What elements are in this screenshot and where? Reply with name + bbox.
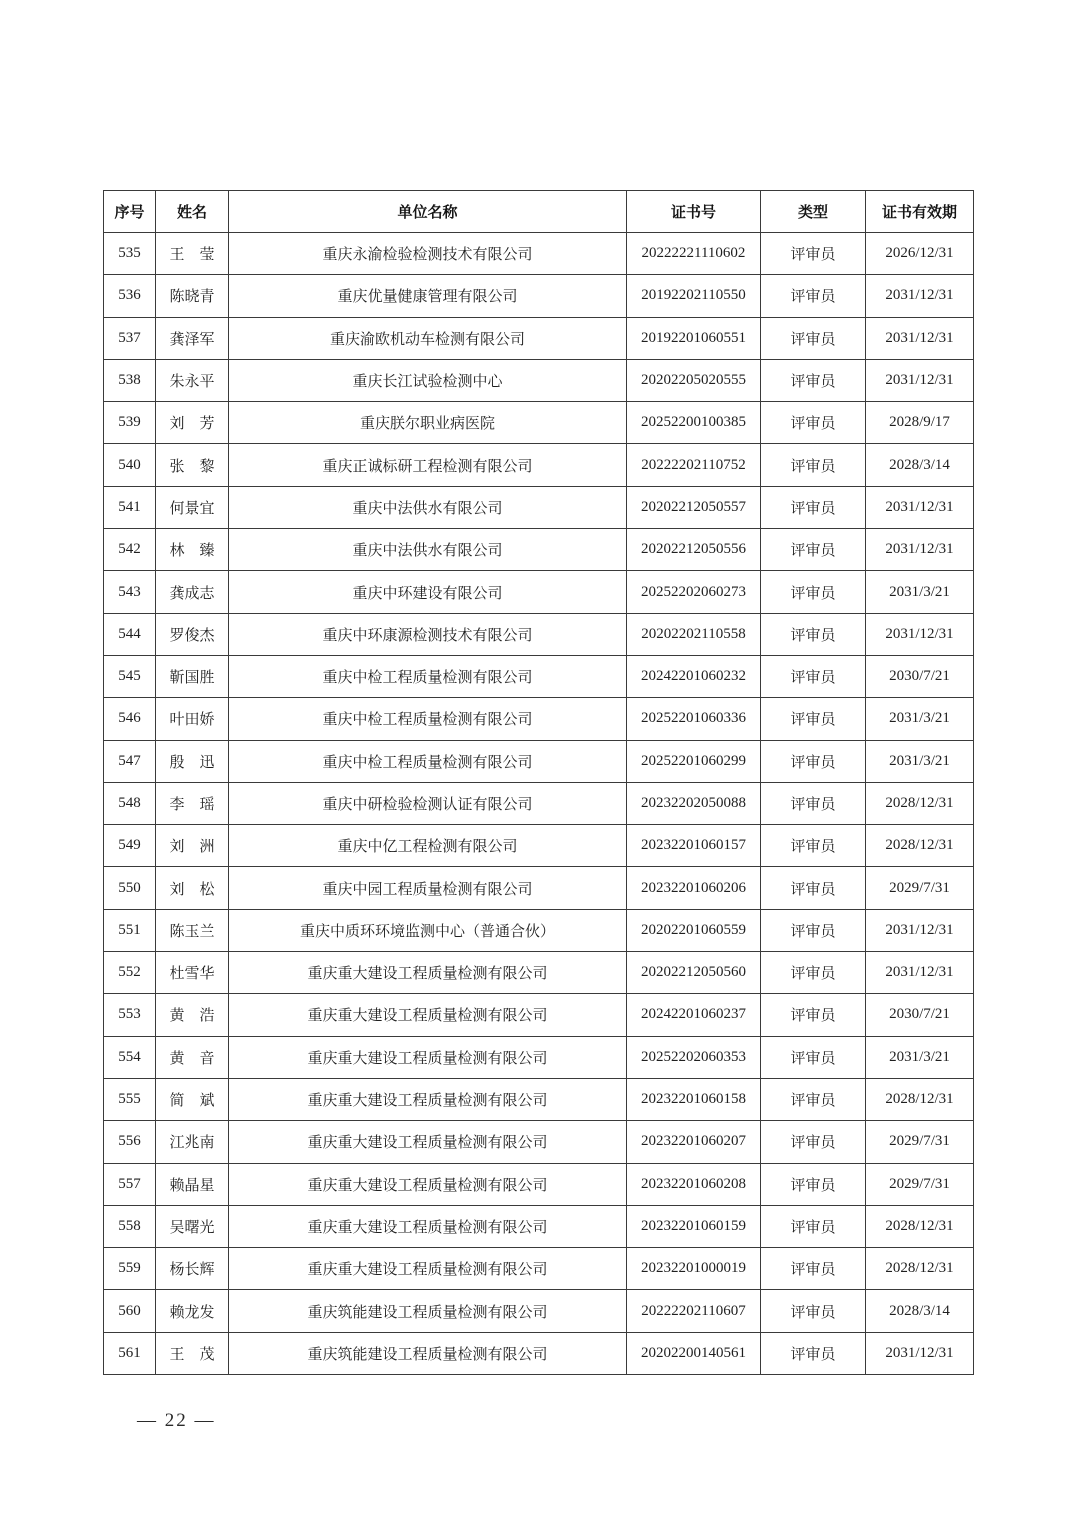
cell-index: 539 [104,402,156,444]
cell-cert_no: 20202202110558 [627,613,761,655]
cell-company: 重庆中质环环境监测中心（普通合伙） [229,909,627,951]
cell-company: 重庆重大建设工程质量检测有限公司 [229,1121,627,1163]
cell-cert_no: 20232201060158 [627,1078,761,1120]
table-row [104,317,974,359]
cell-company: 重庆重大建设工程质量检测有限公司 [229,1248,627,1290]
cell-index: 543 [104,571,156,613]
cell-company: 重庆中法供水有限公司 [229,486,627,528]
cell-index: 550 [104,867,156,909]
cell-type: 评审员 [761,613,866,655]
table-row [104,909,974,951]
cell-cert_no: 20202212050556 [627,529,761,571]
cell-company: 重庆中亿工程检测有限公司 [229,825,627,867]
column-header-type: 类型 [761,191,866,233]
cell-cert_no: 20242201060232 [627,655,761,697]
table-row [104,444,974,486]
cell-validity: 2031/12/31 [866,359,974,401]
cell-index: 542 [104,529,156,571]
cell-index: 560 [104,1290,156,1332]
column-header-cert_no: 证书号 [627,191,761,233]
table-row [104,825,974,867]
cell-type: 评审员 [761,698,866,740]
cell-type: 评审员 [761,571,866,613]
cell-index: 553 [104,994,156,1036]
table-row [104,994,974,1036]
cell-validity: 2031/12/31 [866,909,974,951]
cell-type: 评审员 [761,782,866,824]
table-row [104,1332,974,1374]
cell-cert_no: 20192202110550 [627,275,761,317]
cell-validity: 2031/12/31 [866,275,974,317]
cell-validity: 2031/3/21 [866,1036,974,1078]
cell-cert_no: 20252202060273 [627,571,761,613]
cell-index: 558 [104,1205,156,1247]
cell-validity: 2029/7/31 [866,1121,974,1163]
cell-cert_no: 20232201060157 [627,825,761,867]
column-header-index: 序号 [104,191,156,233]
cell-name: 张 黎 [156,444,229,486]
cell-name: 刘 松 [156,867,229,909]
cell-cert_no: 20202212050560 [627,952,761,994]
table-row [104,740,974,782]
cell-cert_no: 20192201060551 [627,317,761,359]
cell-name: 赖晶星 [156,1163,229,1205]
cell-company: 重庆重大建设工程质量检测有限公司 [229,994,627,1036]
cell-company: 重庆重大建设工程质量检测有限公司 [229,1036,627,1078]
cell-type: 评审员 [761,1121,866,1163]
cell-type: 评审员 [761,740,866,782]
cell-index: 548 [104,782,156,824]
cell-validity: 2028/12/31 [866,825,974,867]
cell-index: 561 [104,1332,156,1374]
cell-index: 544 [104,613,156,655]
table-row [104,1290,974,1332]
cell-cert_no: 20222221110602 [627,233,761,275]
table-row [104,275,974,317]
cell-name: 吴曙光 [156,1205,229,1247]
cell-validity: 2031/12/31 [866,317,974,359]
table-row [104,233,974,275]
cell-name: 刘 洲 [156,825,229,867]
cell-name: 陈晓青 [156,275,229,317]
cell-company: 重庆重大建设工程质量检测有限公司 [229,1205,627,1247]
cell-cert_no: 20252201060336 [627,698,761,740]
table-row [104,1205,974,1247]
cell-company: 重庆中法供水有限公司 [229,529,627,571]
cell-name: 朱永平 [156,359,229,401]
cell-name: 江兆南 [156,1121,229,1163]
cell-company: 重庆中检工程质量检测有限公司 [229,655,627,697]
table-row [104,1078,974,1120]
cell-company: 重庆永渝检验检测技术有限公司 [229,233,627,275]
cell-name: 黄 音 [156,1036,229,1078]
cell-type: 评审员 [761,275,866,317]
cell-name: 黄 浩 [156,994,229,1036]
cell-cert_no: 20222202110607 [627,1290,761,1332]
cell-cert_no: 20202212050557 [627,486,761,528]
cell-name: 杜雪华 [156,952,229,994]
table-row [104,402,974,444]
cell-cert_no: 20202201060559 [627,909,761,951]
cell-index: 549 [104,825,156,867]
cell-index: 537 [104,317,156,359]
table-row [104,1036,974,1078]
cell-index: 554 [104,1036,156,1078]
cell-type: 评审员 [761,994,866,1036]
cell-index: 555 [104,1078,156,1120]
cell-type: 评审员 [761,1248,866,1290]
cell-type: 评审员 [761,867,866,909]
cell-cert_no: 20232202050088 [627,782,761,824]
cell-company: 重庆优量健康管理有限公司 [229,275,627,317]
cell-name: 龚成志 [156,571,229,613]
cell-validity: 2028/3/14 [866,444,974,486]
cell-validity: 2030/7/21 [866,994,974,1036]
cell-name: 杨长辉 [156,1248,229,1290]
cell-validity: 2031/12/31 [866,613,974,655]
cell-validity: 2030/7/21 [866,655,974,697]
cell-company: 重庆重大建设工程质量检测有限公司 [229,952,627,994]
cell-company: 重庆渝欧机动车检测有限公司 [229,317,627,359]
table-row [104,867,974,909]
cell-company: 重庆中研检验检测认证有限公司 [229,782,627,824]
cell-type: 评审员 [761,1290,866,1332]
cell-validity: 2031/3/21 [866,740,974,782]
cell-validity: 2029/7/31 [866,867,974,909]
cell-validity: 2031/12/31 [866,486,974,528]
cell-cert_no: 20232201060207 [627,1121,761,1163]
cell-index: 546 [104,698,156,740]
cell-name: 殷 迅 [156,740,229,782]
cell-index: 556 [104,1121,156,1163]
table-row [104,952,974,994]
cell-type: 评审员 [761,1163,866,1205]
cell-company: 重庆中环康源检测技术有限公司 [229,613,627,655]
cell-type: 评审员 [761,359,866,401]
table-row [104,655,974,697]
cell-name: 叶田娇 [156,698,229,740]
certificate-table [103,190,974,1375]
cell-cert_no: 20232201060159 [627,1205,761,1247]
cell-type: 评审员 [761,402,866,444]
cell-index: 552 [104,952,156,994]
cell-type: 评审员 [761,1205,866,1247]
table-row [104,529,974,571]
cell-company: 重庆重大建设工程质量检测有限公司 [229,1163,627,1205]
cell-validity: 2031/12/31 [866,1332,974,1374]
cell-index: 538 [104,359,156,401]
cell-index: 551 [104,909,156,951]
column-header-validity: 证书有效期 [866,191,974,233]
cell-type: 评审员 [761,1332,866,1374]
cell-name: 林 臻 [156,529,229,571]
cell-type: 评审员 [761,1078,866,1120]
cell-index: 541 [104,486,156,528]
cell-name: 罗俊杰 [156,613,229,655]
cell-index: 557 [104,1163,156,1205]
cell-name: 简 斌 [156,1078,229,1120]
cell-type: 评审员 [761,825,866,867]
cell-validity: 2031/3/21 [866,698,974,740]
cell-validity: 2028/12/31 [866,782,974,824]
table-header-row [104,191,974,233]
cell-cert_no: 20252201060299 [627,740,761,782]
cell-name: 王 茂 [156,1332,229,1374]
cell-company: 重庆筑能建设工程质量检测有限公司 [229,1290,627,1332]
cell-name: 刘 芳 [156,402,229,444]
cell-type: 评审员 [761,444,866,486]
cell-validity: 2028/9/17 [866,402,974,444]
cell-type: 评审员 [761,317,866,359]
cell-validity: 2028/12/31 [866,1205,974,1247]
cell-type: 评审员 [761,486,866,528]
cell-cert_no: 20222202110752 [627,444,761,486]
cell-cert_no: 20202205020555 [627,359,761,401]
table-row [104,486,974,528]
cell-cert_no: 20232201060206 [627,867,761,909]
cell-type: 评审员 [761,655,866,697]
cell-name: 靳国胜 [156,655,229,697]
cell-name: 李 瑶 [156,782,229,824]
cell-validity: 2028/12/31 [866,1078,974,1120]
cell-validity: 2029/7/31 [866,1163,974,1205]
cell-index: 536 [104,275,156,317]
cell-type: 评审员 [761,909,866,951]
cell-cert_no: 20242201060237 [627,994,761,1036]
table-row [104,613,974,655]
cell-name: 何景宜 [156,486,229,528]
cell-validity: 2028/3/14 [866,1290,974,1332]
table-row [104,698,974,740]
table-row [104,1163,974,1205]
cell-company: 重庆中环建设有限公司 [229,571,627,613]
table-row [104,571,974,613]
cell-cert_no: 20232201000019 [627,1248,761,1290]
cell-validity: 2031/3/21 [866,571,974,613]
cell-validity: 2028/12/31 [866,1248,974,1290]
cell-type: 评审员 [761,1036,866,1078]
cell-validity: 2031/12/31 [866,952,974,994]
page-number: — 22 — [137,1410,216,1431]
cell-name: 赖龙发 [156,1290,229,1332]
cell-index: 540 [104,444,156,486]
cell-type: 评审员 [761,233,866,275]
cell-name: 王 莹 [156,233,229,275]
cell-type: 评审员 [761,529,866,571]
cell-company: 重庆重大建设工程质量检测有限公司 [229,1078,627,1120]
cell-company: 重庆筑能建设工程质量检测有限公司 [229,1332,627,1374]
cell-company: 重庆朕尔职业病医院 [229,402,627,444]
cell-company: 重庆中园工程质量检测有限公司 [229,867,627,909]
table-row [104,359,974,401]
cell-cert_no: 20202200140561 [627,1332,761,1374]
cell-index: 559 [104,1248,156,1290]
cell-name: 陈玉兰 [156,909,229,951]
cell-type: 评审员 [761,952,866,994]
cell-index: 535 [104,233,156,275]
column-header-name: 姓名 [156,191,229,233]
cell-cert_no: 20252202060353 [627,1036,761,1078]
table-row [104,782,974,824]
table-row [104,1121,974,1163]
cell-validity: 2026/12/31 [866,233,974,275]
cell-validity: 2031/12/31 [866,529,974,571]
table-header [104,191,974,233]
cell-name: 龚泽军 [156,317,229,359]
cell-index: 547 [104,740,156,782]
cell-company: 重庆正诚标研工程检测有限公司 [229,444,627,486]
table-row [104,1248,974,1290]
cell-company: 重庆长江试验检测中心 [229,359,627,401]
cell-cert_no: 20232201060208 [627,1163,761,1205]
cell-cert_no: 20252200100385 [627,402,761,444]
cell-company: 重庆中检工程质量检测有限公司 [229,698,627,740]
column-header-company: 单位名称 [229,191,627,233]
cell-index: 545 [104,655,156,697]
certificate-table-container [103,190,973,1375]
cell-company: 重庆中检工程质量检测有限公司 [229,740,627,782]
table-body [104,233,974,1375]
